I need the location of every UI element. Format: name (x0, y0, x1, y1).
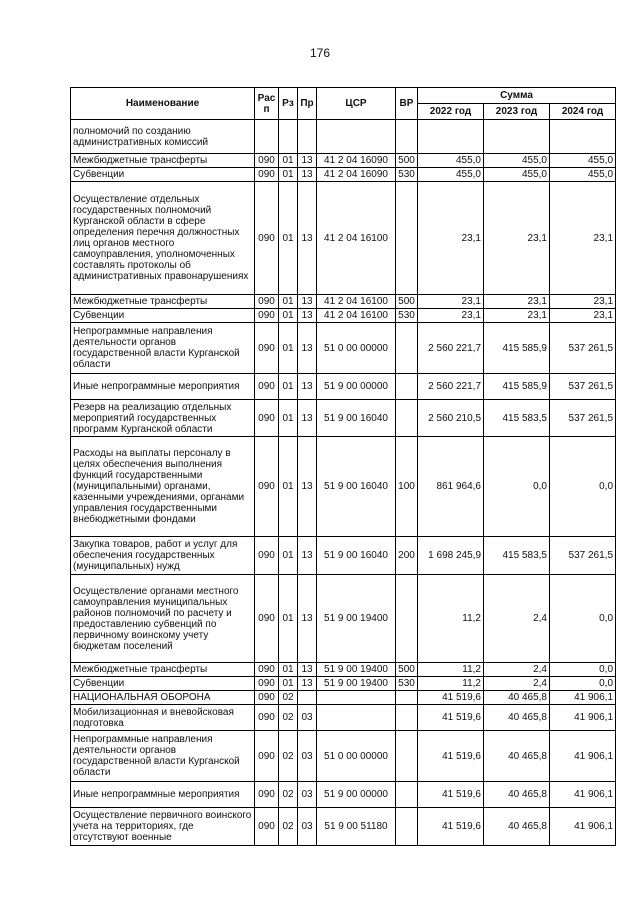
cell-rz: 01 (279, 323, 298, 374)
cell-rz: 01 (279, 154, 298, 168)
cell-ras: 090 (255, 309, 279, 323)
cell-csr: 51 9 00 51180 (317, 808, 396, 846)
cell-name: Субвенции (71, 168, 255, 182)
cell-name: Субвенции (71, 677, 255, 691)
cell-amount-2024: 0,0 (550, 437, 616, 537)
cell-amount-2022: 41 519,6 (418, 691, 484, 705)
cell-amount-2022: 2 560 221,7 (418, 323, 484, 374)
header-vr: ВР (396, 88, 418, 120)
cell-amount-2023: 455,0 (484, 168, 550, 182)
cell-ras: 090 (255, 537, 279, 575)
cell-pr: 13 (298, 677, 317, 691)
cell-pr: 13 (298, 537, 317, 575)
cell-amount-2023: 40 465,8 (484, 731, 550, 782)
cell-rz: 02 (279, 731, 298, 782)
header-csr: ЦСР (317, 88, 396, 120)
cell-csr: 51 9 00 19400 (317, 575, 396, 663)
cell-amount-2022: 455,0 (418, 154, 484, 168)
cell-csr (317, 705, 396, 731)
cell-rz: 01 (279, 168, 298, 182)
cell-name: Осуществление отдельных государственных полномочий Курганской области в сфере определения перечня должностных лиц органов местного самоуправления, уполномоченных составлять протоколы об административных правонарушениях (71, 182, 255, 295)
cell-pr: 13 (298, 575, 317, 663)
cell-vr (396, 731, 418, 782)
cell-vr (396, 400, 418, 437)
cell-amount-2023: 2,4 (484, 663, 550, 677)
table-row (71, 309, 616, 323)
cell-csr (317, 120, 396, 154)
cell-pr: 13 (298, 168, 317, 182)
cell-ras: 090 (255, 782, 279, 808)
cell-rz: 01 (279, 309, 298, 323)
cell-ras (255, 120, 279, 154)
cell-pr (298, 120, 317, 154)
cell-amount-2023: 415 585,9 (484, 374, 550, 400)
cell-amount-2022: 2 560 210,5 (418, 400, 484, 437)
cell-amount-2024: 537 261,5 (550, 374, 616, 400)
cell-amount-2024: 0,0 (550, 677, 616, 691)
cell-amount-2024: 0,0 (550, 575, 616, 663)
cell-amount-2023: 23,1 (484, 182, 550, 295)
cell-amount-2024: 23,1 (550, 182, 616, 295)
cell-vr: 500 (396, 154, 418, 168)
cell-rz: 02 (279, 705, 298, 731)
cell-csr: 41 2 04 16100 (317, 309, 396, 323)
table-row (71, 323, 616, 374)
cell-vr: 530 (396, 677, 418, 691)
cell-ras: 090 (255, 575, 279, 663)
cell-pr: 03 (298, 705, 317, 731)
header-name: Наименование (71, 88, 255, 120)
table-row (71, 437, 616, 537)
cell-rz: 01 (279, 575, 298, 663)
table-row (71, 782, 616, 808)
cell-amount-2024: 41 906,1 (550, 731, 616, 782)
cell-rz: 01 (279, 677, 298, 691)
cell-ras: 090 (255, 663, 279, 677)
cell-amount-2023: 415 585,9 (484, 323, 550, 374)
cell-name: полномочий по созданию административных комиссий (71, 120, 255, 154)
cell-vr (396, 323, 418, 374)
table-row (71, 154, 616, 168)
header-year-2023: 2023 год (484, 104, 550, 120)
cell-ras: 090 (255, 705, 279, 731)
cell-vr: 200 (396, 537, 418, 575)
cell-ras: 090 (255, 168, 279, 182)
cell-pr: 13 (298, 309, 317, 323)
cell-csr: 51 9 00 16040 (317, 537, 396, 575)
cell-csr: 51 9 00 00000 (317, 374, 396, 400)
cell-ras: 090 (255, 323, 279, 374)
cell-amount-2024: 537 261,5 (550, 323, 616, 374)
cell-pr: 13 (298, 295, 317, 309)
cell-amount-2023: 415 583,5 (484, 400, 550, 437)
cell-name: Резерв на реализацию отдельных мероприятий государственных программ Курганской области (71, 400, 255, 437)
cell-amount-2023 (484, 120, 550, 154)
cell-csr: 51 9 00 16040 (317, 437, 396, 537)
cell-ras: 090 (255, 374, 279, 400)
cell-amount-2024: 41 906,1 (550, 782, 616, 808)
cell-name: НАЦИОНАЛЬНАЯ ОБОРОНА (71, 691, 255, 705)
cell-csr: 51 9 00 19400 (317, 677, 396, 691)
cell-name: Осуществление органами местного самоуправления муниципальных районов полномочий по расчету и предоставлению субвенций по первичному воинскому учету бюджетам поселений (71, 575, 255, 663)
cell-csr: 41 2 04 16090 (317, 154, 396, 168)
cell-vr (396, 182, 418, 295)
cell-pr: 03 (298, 731, 317, 782)
cell-amount-2022: 455,0 (418, 168, 484, 182)
header-sum: Сумма (418, 88, 616, 104)
cell-pr: 13 (298, 400, 317, 437)
header-ras: Рас п (255, 88, 279, 120)
cell-amount-2023: 40 465,8 (484, 691, 550, 705)
table-row (71, 168, 616, 182)
cell-amount-2022 (418, 120, 484, 154)
cell-name: Межбюджетные трансферты (71, 295, 255, 309)
cell-amount-2023: 23,1 (484, 295, 550, 309)
cell-name: Субвенции (71, 309, 255, 323)
table-row (71, 663, 616, 677)
cell-pr (298, 691, 317, 705)
cell-rz: 01 (279, 537, 298, 575)
cell-amount-2022: 11,2 (418, 677, 484, 691)
cell-amount-2023: 23,1 (484, 309, 550, 323)
cell-amount-2024: 537 261,5 (550, 400, 616, 437)
cell-ras: 090 (255, 154, 279, 168)
cell-amount-2024: 41 906,1 (550, 705, 616, 731)
cell-vr (396, 691, 418, 705)
cell-amount-2022: 861 964,6 (418, 437, 484, 537)
cell-ras: 090 (255, 691, 279, 705)
cell-rz: 01 (279, 663, 298, 677)
cell-amount-2023: 2,4 (484, 575, 550, 663)
cell-amount-2024: 23,1 (550, 295, 616, 309)
cell-vr: 500 (396, 663, 418, 677)
table-row (71, 808, 616, 846)
cell-name: Расходы на выплаты персоналу в целях обеспечения выполнения функций государственными (муниципальными) органами, казенными учреждениями, органами управления государственными внебюджетными фондами (71, 437, 255, 537)
cell-amount-2023: 415 583,5 (484, 537, 550, 575)
header-year-2024: 2024 год (550, 104, 616, 120)
cell-name: Иные непрограммные мероприятия (71, 374, 255, 400)
cell-csr: 41 2 04 16100 (317, 182, 396, 295)
cell-vr (396, 782, 418, 808)
cell-csr (317, 691, 396, 705)
cell-name: Непрограммные направления деятельности органов государственной власти Курганской области (71, 323, 255, 374)
cell-pr: 13 (298, 182, 317, 295)
cell-rz: 02 (279, 691, 298, 705)
cell-csr: 41 2 04 16090 (317, 168, 396, 182)
cell-vr: 100 (396, 437, 418, 537)
cell-rz: 01 (279, 182, 298, 295)
cell-pr: 13 (298, 437, 317, 537)
cell-vr: 500 (396, 295, 418, 309)
cell-pr: 13 (298, 154, 317, 168)
cell-name: Мобилизационная и вневойсковая подготовка (71, 705, 255, 731)
cell-csr: 51 9 00 00000 (317, 782, 396, 808)
cell-vr (396, 374, 418, 400)
cell-pr: 13 (298, 663, 317, 677)
cell-name: Закупка товаров, работ и услуг для обеспечения государственных (муниципальных) нужд (71, 537, 255, 575)
cell-amount-2023: 40 465,8 (484, 808, 550, 846)
table-row (71, 575, 616, 663)
cell-amount-2022: 41 519,6 (418, 808, 484, 846)
cell-amount-2022: 23,1 (418, 182, 484, 295)
cell-rz: 02 (279, 782, 298, 808)
cell-amount-2022: 41 519,6 (418, 705, 484, 731)
table-row (71, 731, 616, 782)
cell-amount-2024: 41 906,1 (550, 808, 616, 846)
cell-rz (279, 120, 298, 154)
table-body (71, 120, 616, 846)
cell-amount-2024: 41 906,1 (550, 691, 616, 705)
cell-name: Межбюджетные трансферты (71, 154, 255, 168)
cell-vr (396, 808, 418, 846)
cell-name: Осуществление первичного воинского учета на территориях, где отсутствуют военные (71, 808, 255, 846)
cell-amount-2023: 40 465,8 (484, 705, 550, 731)
cell-ras: 090 (255, 731, 279, 782)
cell-amount-2022: 23,1 (418, 295, 484, 309)
cell-ras: 090 (255, 295, 279, 309)
cell-name: Непрограммные направления деятельности органов государственной власти Курганской области (71, 731, 255, 782)
cell-rz: 02 (279, 808, 298, 846)
cell-vr: 530 (396, 168, 418, 182)
cell-vr: 530 (396, 309, 418, 323)
cell-amount-2022: 11,2 (418, 663, 484, 677)
cell-ras: 090 (255, 677, 279, 691)
cell-amount-2023: 0,0 (484, 437, 550, 537)
cell-pr: 13 (298, 323, 317, 374)
table-row (71, 120, 616, 154)
cell-pr: 03 (298, 808, 317, 846)
cell-rz: 01 (279, 295, 298, 309)
cell-amount-2024: 455,0 (550, 168, 616, 182)
cell-csr: 41 2 04 16100 (317, 295, 396, 309)
cell-amount-2024: 23,1 (550, 309, 616, 323)
header-pr: Пр (298, 88, 317, 120)
cell-ras: 090 (255, 808, 279, 846)
cell-csr: 51 9 00 19400 (317, 663, 396, 677)
cell-amount-2022: 23,1 (418, 309, 484, 323)
cell-amount-2023: 2,4 (484, 677, 550, 691)
cell-name: Иные непрограммные мероприятия (71, 782, 255, 808)
cell-vr (396, 705, 418, 731)
cell-amount-2022: 41 519,6 (418, 731, 484, 782)
table-row (71, 182, 616, 295)
cell-amount-2024: 537 261,5 (550, 537, 616, 575)
header-year-2022: 2022 год (418, 104, 484, 120)
table-row (71, 374, 616, 400)
cell-rz: 01 (279, 437, 298, 537)
cell-ras: 090 (255, 400, 279, 437)
cell-rz: 01 (279, 374, 298, 400)
cell-amount-2022: 1 698 245,9 (418, 537, 484, 575)
cell-csr: 51 0 00 00000 (317, 731, 396, 782)
table-row (71, 400, 616, 437)
cell-rz: 01 (279, 400, 298, 437)
cell-vr (396, 575, 418, 663)
table-row (71, 705, 616, 731)
cell-ras: 090 (255, 182, 279, 295)
cell-amount-2022: 11,2 (418, 575, 484, 663)
cell-csr: 51 0 00 00000 (317, 323, 396, 374)
cell-pr: 13 (298, 374, 317, 400)
cell-vr (396, 120, 418, 154)
table-row (71, 537, 616, 575)
table-row (71, 295, 616, 309)
cell-csr: 51 9 00 16040 (317, 400, 396, 437)
cell-amount-2023: 455,0 (484, 154, 550, 168)
page-number: 176 (309, 46, 331, 60)
cell-name: Межбюджетные трансферты (71, 663, 255, 677)
header-rz: Рз (279, 88, 298, 120)
cell-amount-2024: 0,0 (550, 663, 616, 677)
cell-amount-2022: 2 560 221,7 (418, 374, 484, 400)
cell-amount-2024 (550, 120, 616, 154)
cell-amount-2024: 455,0 (550, 154, 616, 168)
cell-amount-2022: 41 519,6 (418, 782, 484, 808)
cell-pr: 03 (298, 782, 317, 808)
table-row (71, 691, 616, 705)
table-row (71, 677, 616, 691)
budget-table (70, 87, 616, 846)
cell-amount-2023: 40 465,8 (484, 782, 550, 808)
cell-ras: 090 (255, 437, 279, 537)
